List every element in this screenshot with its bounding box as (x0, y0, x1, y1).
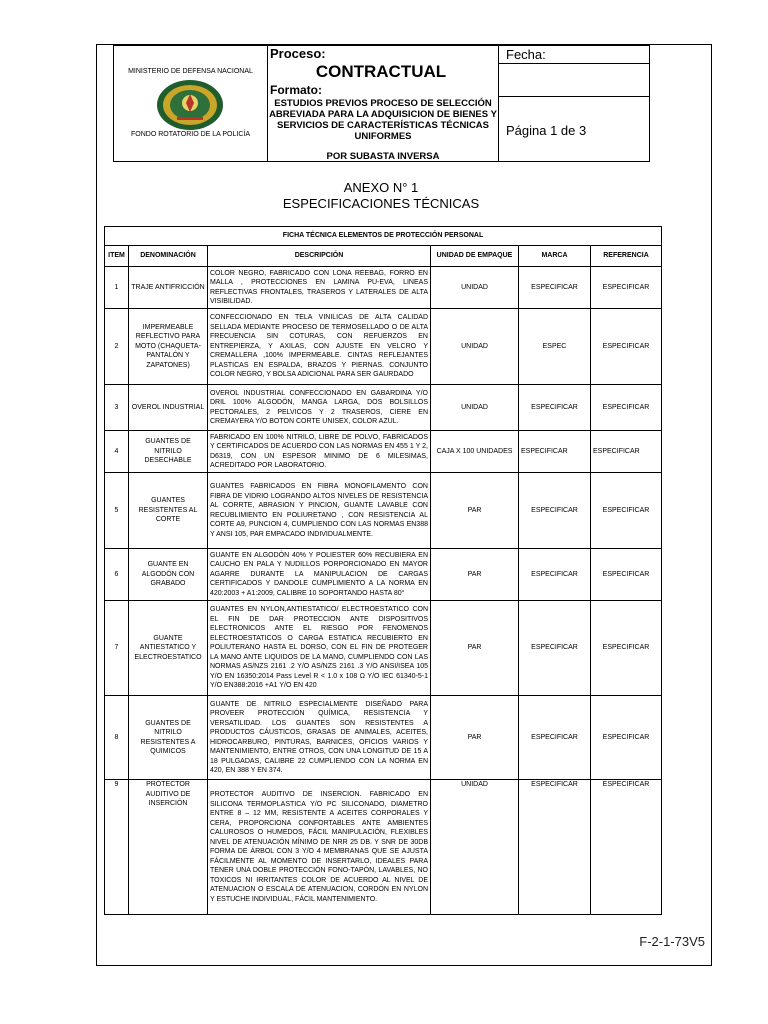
item-name: PROTECTOR AUDITIVO DE INSERCIÓN (129, 780, 208, 915)
table-row (105, 431, 662, 473)
item-unit: PAR (431, 696, 519, 780)
organization-subname: FONDO ROTATORIO DE LA POLICÍA (130, 131, 251, 138)
item-number: 8 (105, 696, 129, 780)
table-caption: FICHA TÉCNICA ELEMENTOS DE PROTECCIÓN PERSONAL (105, 227, 662, 246)
item-number: 5 (105, 473, 129, 549)
item-brand: ESPECIFICAR (519, 601, 591, 696)
item-brand: ESPECIFICAR (519, 267, 591, 309)
formato-subtitle: POR SUBASTA INVERSA (326, 151, 440, 162)
table-row (105, 267, 662, 309)
item-reference: ESPECIFICAR (591, 385, 662, 431)
item-reference: ESPECIFICAR (591, 601, 662, 696)
column-header: MARCA (519, 246, 591, 267)
column-header: DENOMINACIÓN (129, 246, 208, 267)
formato-label: Formato: (270, 83, 322, 97)
item-name: TRAJE ANTIFRICCIÓN (129, 267, 208, 309)
item-number: 3 (105, 385, 129, 431)
item-unit: CAJA X 100 UNIDADES (431, 431, 519, 473)
item-unit: PAR (431, 473, 519, 549)
formato-title: ESTUDIOS PREVIOS PROCESO DE SELECCIÓN ABREVIADA PARA LA ADQUISICION DE BIENES Y SERVICIOS DE CARACTERÍSTICAS TÉCNICAS UNIFORMES (269, 98, 497, 142)
item-description: FABRICADO EN 100% NITRILO, LIBRE DE POLVO, FABRICADOS Y CERTIFICADOS DE ACUERDO CON LAS NORMAS EN 455 1 Y 2, D6319, CON UN ESPESOR MINIMO DE 6 MILESIMAS, ACREDITADO POR LABORATORIO. (208, 431, 431, 473)
item-description: GUANTES FABRICADOS EN FIBRA MONOFILAMENTO CON FIBRA DE VIDRIO LOGRANDO ALTOS NIVELES DE RESISTENCIA AL CORRTE, ABRASION Y PINCION, GUANTE LAVABLE CON RECUBLIMIENTO EN POLIURETANO , CON RESISTENCIA AL CORTE A9, PUNCION 4, CUMPLIENDO CON LAS NORMAS EN388 Y ANSI 105, PAR EMPACADO INDIVIDUALMENTE. (208, 473, 431, 549)
form-code: F-2-1-73V5 (639, 934, 705, 949)
item-brand: ESPECIFICAR (519, 696, 591, 780)
column-header: ITEM (105, 246, 129, 267)
item-unit: PAR (431, 601, 519, 696)
item-unit: PAR (431, 549, 519, 601)
table-row (105, 780, 662, 915)
police-fund-seal-icon (155, 79, 225, 131)
item-unit: UNIDAD (431, 385, 519, 431)
column-header: REFERENCIA (591, 246, 662, 267)
page-number: Página 1 de 3 (506, 123, 587, 138)
organization-name: MINISTERIO DE DEFENSA NACIONAL (128, 68, 253, 75)
item-unit: UNIDAD (431, 267, 519, 309)
spec-table (104, 226, 662, 915)
item-number: 1 (105, 267, 129, 309)
item-name: GUANTE ANTIESTATICO Y ELECTROESTATICO (129, 601, 208, 696)
item-description: PROTECTOR AUDITIVO DE INSERCION. FABRICADO EN SILICONA TERMOPLASTICA Y/O PC SILICONADO, DIAMETRO ENTRE 8 – 12 MM, RESISTENTE A ACEITES CORPORALES Y CERA, PROPORCIONA CONFORTABLES ANTE AMBIENTES CALUROSOS O HUMEDOS, FÁCIL MANIPULACIÓN, FLEXIBLES NIVEL DE ATENUACIÓN MÍNIMO DE NRR 25 DB. Y SNR DE 30DB FORMA DE ÁRBOL CON 3 Y/O 4 MEMBRANAS QUE SE AJUSTA FÁCILMENTE AL MOMENTO DE INSERTARLO, IDEALES PARA TENER UNA DOBLE PROTECCIÓN FONO-TAPÓN, LAVABLES, NO TOXICOS NI IRRITANTES COLOR DE ACUERDO AL NIVEL DE ATENUACION O ESCALA DE ATENUACION, CORDÓN EN NYLON Y ESTUCHE INDIVIDUAL, FÁCIL MANTENIMIENTO. (208, 780, 431, 915)
table-row (105, 601, 662, 696)
item-reference: ESPECIFICAR (591, 780, 662, 915)
item-description: COLOR NEGRO, FABRICADO CON LONA REEBAG, FORRO EN MALLA , PROTECCIONES EN LAMINA PU-EVA, LINEAS REFLECTIVAS FRONTALES, TRASEROS Y LATERALES DE ALTA VISIBILIDAD. (208, 267, 431, 309)
table-row (105, 549, 662, 601)
table-row (105, 696, 662, 780)
item-number: 2 (105, 309, 129, 385)
item-reference: ESPECIFICAR (591, 309, 662, 385)
item-name: GUANTES RESISTENTES AL CORTE (129, 473, 208, 549)
item-brand: ESPECIFICAR (519, 780, 591, 915)
table-row (105, 473, 662, 549)
fecha-label: Fecha: (506, 47, 546, 62)
proceso-value: CONTRACTUAL (315, 62, 447, 81)
item-name: GUANTES DE NITRILO RESISTENTES A QUIMICOS (129, 696, 208, 780)
item-name: OVEROL INDUSTRIAL (129, 385, 208, 431)
item-name: IMPERMEABLE REFLECTIVO PARA MOTO (CHAQUETA-PANTALÓN Y ZAPATONES) (129, 309, 208, 385)
item-name: GUANTES DE NITRILO DESECHABLE (129, 431, 208, 473)
item-number: 7 (105, 601, 129, 696)
annex-title: ANEXO N° 1 (343, 180, 419, 195)
table-header-row (105, 246, 662, 267)
item-number: 9 (105, 780, 129, 915)
table-row (105, 385, 662, 431)
item-reference: ESPECIFICAR (591, 267, 662, 309)
annex-subtitle: ESPECIFICACIONES TÉCNICAS (282, 196, 480, 211)
item-brand: ESPECIFICAR (519, 431, 591, 473)
item-reference: ESPECIFICAR (591, 473, 662, 549)
table-row (105, 309, 662, 385)
column-header: DESCRIPCIÓN (208, 246, 431, 267)
item-description: CONFECCIONADO EN TELA VINILICAS DE ALTA CALIDAD SELLADA MEDIANTE PROCESO DE TERMOSELLADO O DE ALTA FRECUENCIA SIN COTURAS, CON REFUERZOS EN ENTREPIERZA, Y AXILAS, CON AJUSTE EN VELCRO Y CREMALLERA ,100% IMPERMEABLE. CINTAS REFLEJANTES PLASTICAS EN ESPALDA, BRAZOS Y PIERNAS. CONJUNTO COLOR NEGRO, Y BOLSA ADICIONAL PARA SER GAURDADO (208, 309, 431, 385)
proceso-label: Proceso: (270, 46, 326, 61)
item-number: 4 (105, 431, 129, 473)
item-brand: ESPEC (519, 309, 591, 385)
item-name: GUANTE EN ALGODÓN CON GRABADO (129, 549, 208, 601)
item-reference: ESPECIFICAR (591, 696, 662, 780)
item-brand: ESPECIFICAR (519, 385, 591, 431)
item-description: OVEROL INDUSTRIAL CONFECCIONADO EN GABARDINA Y/O DRIL 100% ALGODÓN, MANGA LARGA, DOS BOLSILLOS PECTORALES, 2 PELVICOS Y 2 TRASEROS, CIERE EN CREMAYERA Y/O BOTON CORTE UNISEX, COLOR AZUL. (208, 385, 431, 431)
item-number: 6 (105, 549, 129, 601)
item-unit: UNIDAD (431, 309, 519, 385)
item-unit: UNIDAD (431, 780, 519, 915)
item-description: GUANTE DE NITRILO ESPECIALMENTE DISEÑADO PARA PROVEER PROTECCIÓN QUÍMICA, RESISTENCIA Y VERSATILIDAD. LOS GUANTES SON RESISTENTES A PRODUCTOS CÁUSTICOS, GRASAS DE ANIMALES, ACEITES, HIDROCARBURO, PINTURAS, BARNICES, OFICIOS VARIOS Y MANTENIMIENTO, ENTRE OTROS, CON UNA LONGITUD DE 15 A 18 PULGADAS, CALIBRE 22 CUMPLIENDO CON LA NORMA EN 420, EN 388 Y EN 374. (208, 696, 431, 780)
item-description: GUANTES EN NYLON,ANTIESTATICO/ ELECTROESTATICO CON EL FIN DE DAR PROTECCION ANTE DISPOSITIVOS ELECTRONICOS ANTE EL RIESGO POR FENOMENOS ELECTROESTATICOS O CARGA ESTATICA RECUBIERTO EN POLIUTERANO HASTA EL DORSO, CON EL FIN DE PROTEGER LA MANO ANTE LIQUIDOS DE LA MANO, CUMPLIENDO CON LAS NORMAS AS/NZS 2161 .2 Y/O AS/NZS 2161 .3 Y/O ANSI/ISEA 105 Y/O EN 16350:2014 Pass Level R < 1.0 x 108 Ω Y/O IEC 61340-5-1 Y/O EN388:2016 +A1 Y/O EN 420 (208, 601, 431, 696)
item-reference: ESPECIFICAR (591, 549, 662, 601)
item-reference: ESPECIFICAR (591, 431, 662, 473)
item-brand: ESPECIFICAR (519, 473, 591, 549)
document-header (113, 45, 650, 162)
column-header: UNIDAD DE EMPAQUE (431, 246, 519, 267)
item-description: GUANTE EN ALGODÓN 40% Y POLIESTER 60% RECUBIERA EN CAUCHO EN PALA Y NUDILLOS PORPORCIONADO EN MAYOR AGARRE DURANTE LA MANIPULACION DE CARGAS CERTIFICADOS Y DANDOLE CUMPLIMIENTO A LA NORMA EN 420:2003 + A1:2009, CALIBRE 10 SOPORTANDO HASTA 80° (208, 549, 431, 601)
item-brand: ESPECIFICAR (519, 549, 591, 601)
